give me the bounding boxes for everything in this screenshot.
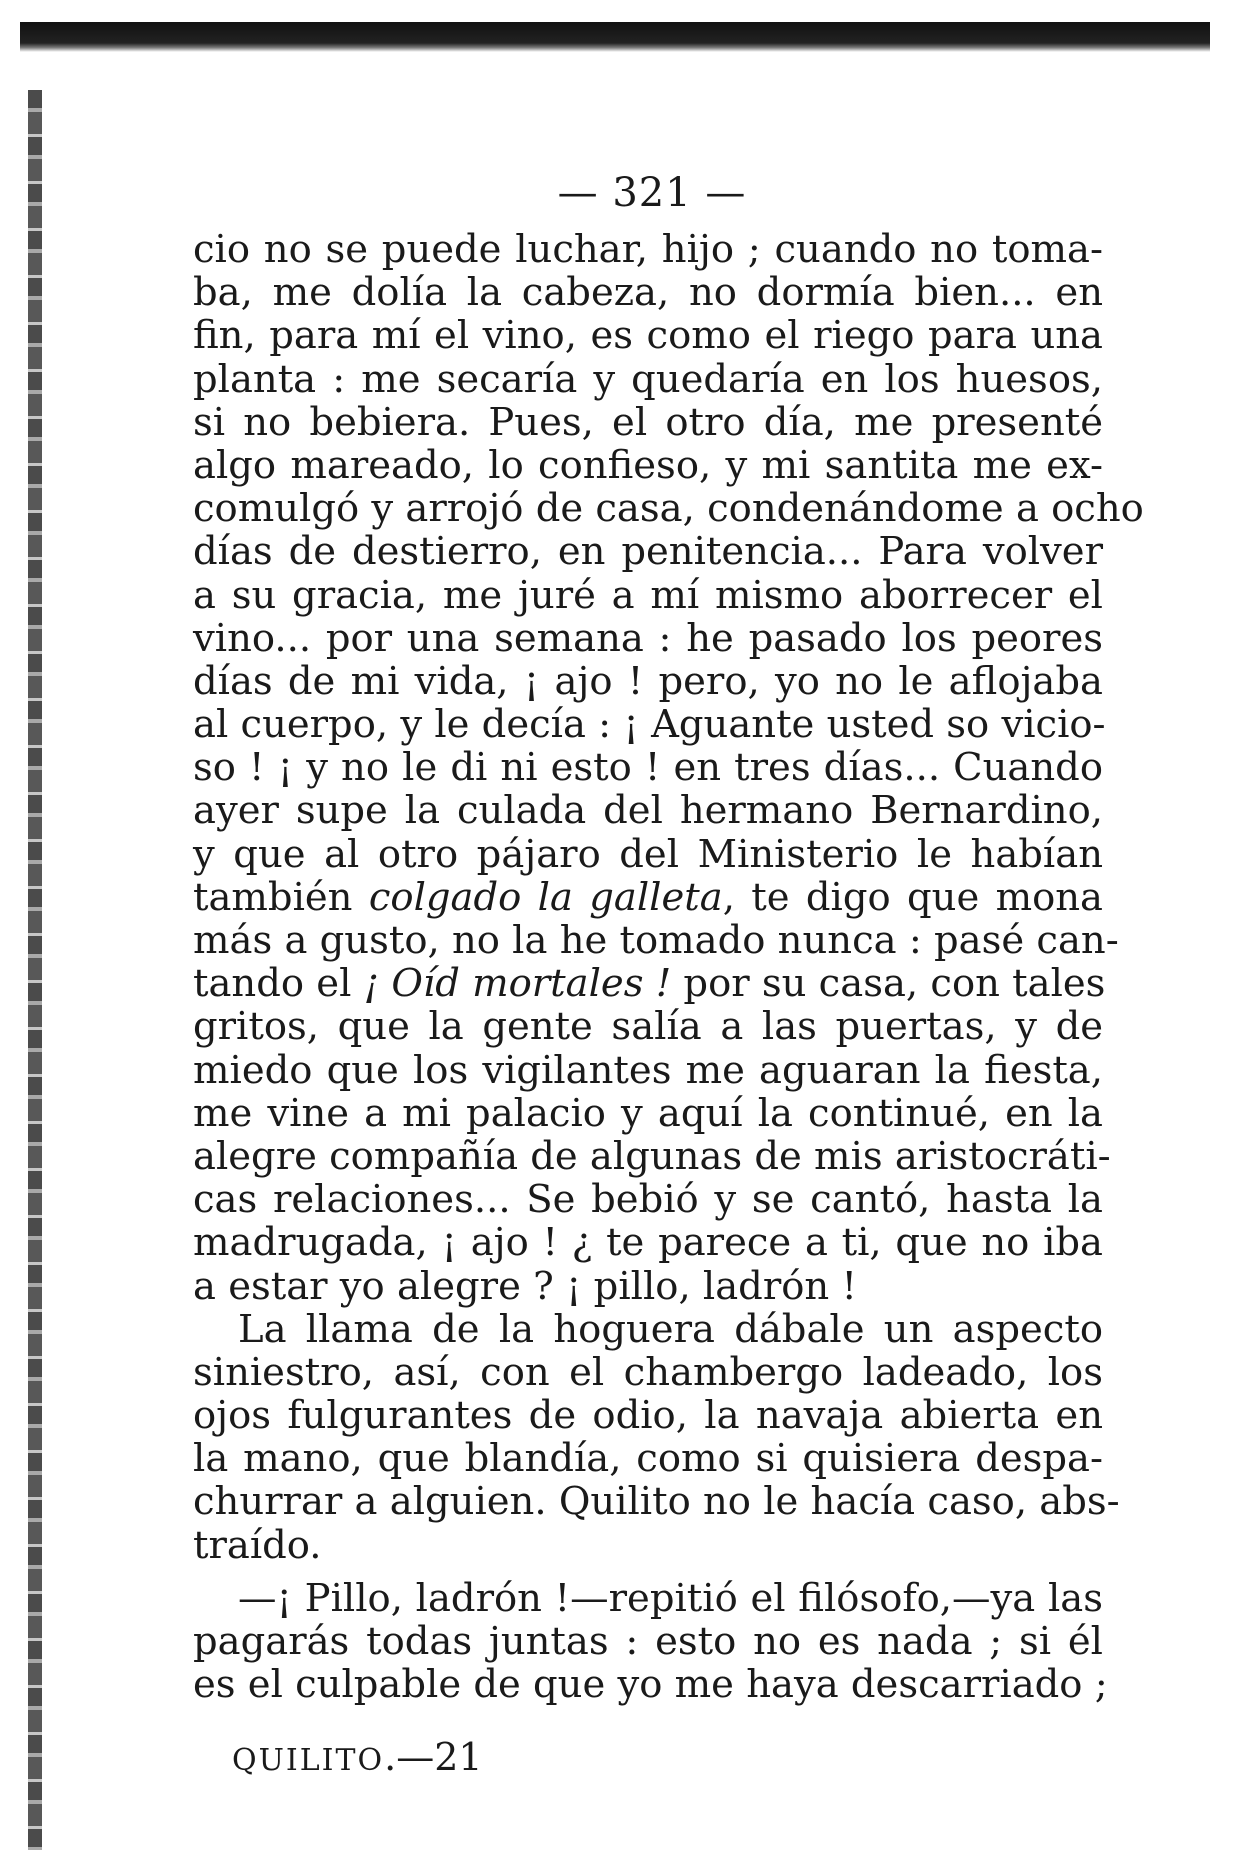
text-line: cas relaciones... Se bebió y se cantó, hasta la — [193, 1177, 1103, 1223]
text-line: ojos fulgurantes de odio, la navaja abierta en — [193, 1393, 1103, 1439]
text-line: la mano, que blandía, como si quisiera despa- — [193, 1436, 1103, 1482]
scan-binding-edge — [28, 90, 42, 1850]
text-line: fin, para mí el vino, es como el riego para una — [193, 313, 1103, 359]
italic-phrase: colgado la galleta — [368, 874, 723, 920]
text-line: días de destierro, en penitencia... Para volver — [193, 529, 1103, 575]
text-line-with-italic — [193, 961, 1106, 1007]
text-line: pagarás todas juntas : esto no es nada ; si él — [193, 1619, 1103, 1664]
text-line: al cuerpo, y le decía : ¡ Aguante usted so vicio- — [193, 702, 1106, 748]
paragraph-first-line: —¡ Pillo, ladrón !—repitió el filósofo,—ya las — [238, 1575, 1103, 1621]
text-run: también — [193, 874, 369, 920]
signature-separator: .— — [384, 1735, 435, 1779]
text-line: ba, me dolía la cabeza, no dormía bien... en — [193, 270, 1103, 316]
text-line: días de mi vida, ¡ ajo ! pero, yo no le aflojaba — [193, 658, 1103, 704]
text-line: gritos, que la gente salía a las puertas, y de — [193, 1004, 1103, 1050]
page-number-header: — 321 — — [557, 170, 747, 216]
text-line: churrar a alguien. Quilito no le hacía caso, abs- — [193, 1479, 1120, 1525]
signature-mark — [232, 1735, 483, 1779]
text-line: y que al otro pájaro del Ministerio le habían — [193, 831, 1103, 877]
text-run: por su casa, con tales — [671, 961, 1106, 1007]
text-line: a estar yo alegre ? ¡ pillo, ladrón ! — [193, 1263, 857, 1309]
italic-phrase: ¡ Oíd mortales ! — [363, 961, 672, 1007]
text-line: traído. — [193, 1522, 322, 1568]
text-line: algo mareado, lo confieso, y mi santita me ex- — [193, 442, 1103, 488]
text-line: alegre compañía de algunas de mis aristocráti- — [193, 1133, 1111, 1179]
text-line: ayer supe la culada del hermano Bernardino, — [193, 788, 1103, 834]
text-line: madrugada, ¡ ajo ! ¿ te parece a ti, que no iba — [193, 1220, 1103, 1266]
text-line: si no bebiera. Pues, el otro día, me presenté — [193, 399, 1103, 445]
signature-number: 21 — [434, 1735, 483, 1779]
text-run: tando el — [193, 961, 364, 1007]
text-line: vino... por una semana : he pasado los peores — [193, 615, 1103, 661]
text-line: siniestro, así, con el chambergo ladeado, los — [193, 1349, 1103, 1395]
text-run: , te digo que mona — [722, 874, 1104, 920]
text-line: miedo que los vigilantes me aguaran la fiesta, — [193, 1047, 1103, 1093]
text-line: a su gracia, me juré a mí mismo aborrecer el — [193, 572, 1103, 618]
text-line: cio no se puede luchar, hijo ; cuando no toma- — [193, 227, 1103, 272]
body-text — [193, 227, 1144, 1708]
text-line-with-italic — [193, 876, 1103, 919]
signature-title: QUILITO — [232, 1743, 385, 1778]
text-line: so ! ¡ y no le di ni esto ! en tres días... Cuando — [193, 745, 1103, 791]
text-line: planta : me secaría y quedaría en los huesos, — [193, 356, 1103, 402]
paragraph-first-line: La llama de la hoguera dábale un aspecto — [238, 1306, 1103, 1352]
text-line: comulgó y arrojó de casa, condenándome a ocho — [193, 486, 1144, 532]
text-line: me vine a mi palacio y aquí la continué, en la — [193, 1090, 1103, 1136]
text-line: más a gusto, no la he tomado nunca : pasé can- — [193, 918, 1119, 963]
scan-top-edge — [20, 22, 1210, 52]
text-line: es el culpable de que yo me haya descarriado ; — [193, 1662, 1108, 1708]
